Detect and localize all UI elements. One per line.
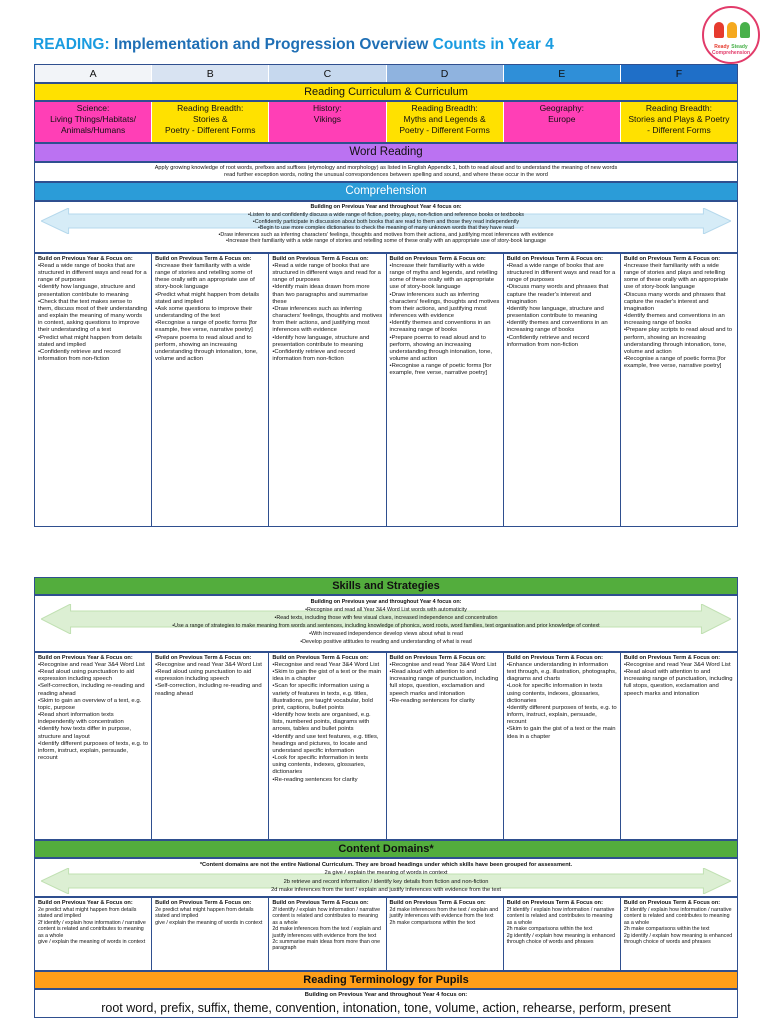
- skills-column: [621, 653, 737, 839]
- column-body: •Recognise and read Year 3&4 Word List •Skim to gain the gist of a text or the main idea in a chapter •Scan for specific information using a variety of features in texts, e.g. titles, illustrations, pre taught vocabular, bold print, captions, bullet points •Identify how texts are organised, e.g. lists, numbered points, diagrams with arrows, tables and bullet points •Identify and use text features, e.g. titles, headings and pictures, to locate and understand specific information •Look for specific information in texts using contents, indexes, glossaries, dictionaries •Re-reading sentences for clarity: [272, 662, 382, 783]
- comprehension-column: [152, 254, 269, 526]
- skills-point: •Read texts, including those with few visual clues, increased independence and concentration: [274, 614, 498, 621]
- column-body: •Recognise and read Year 3&4 Word List •Read aloud using punctuation to aid expression including speech •Self-correction, including re-reading and reading ahead •Skim to gain an overview of a text, e.g. topic, purpose •Read short information texts independently with concentration •Identify how texts differ in purpose, structure and layout •Identify different purposes of texts, e.g. to inform, instruct, explain, persuade, recount: [38, 662, 149, 762]
- content-domain-column: [621, 898, 737, 970]
- logo-word: Comprehension: [711, 50, 751, 56]
- column-heading: Build on Previous Term & Focus on:: [155, 256, 252, 262]
- column-heading: Build on Previous Term & Focus on:: [272, 256, 369, 262]
- column-body: 2e predict what might happen from details stated and implied 2f identify / explain how information / narrative content is related and contributes to meaning as a whole give / explain the meaning of words in context: [38, 907, 146, 946]
- topic-line: Myths and Legends &: [403, 114, 486, 124]
- topic-line: Poetry - Different Forms: [164, 125, 256, 135]
- skills-points: [55, 599, 717, 646]
- comprehension-column: [269, 254, 386, 526]
- word-reading-box: [34, 162, 738, 182]
- column-body: •Recognise and read Year 3&4 Word List •Read aloud with attention to and increasing range of punctuation, including full stops, question, exclamation and speech marks and intonation: [623, 662, 733, 697]
- topic-line: Animals/Humans: [60, 125, 126, 135]
- topics-row: [34, 101, 738, 143]
- topic-line: Poetry - Different Forms: [399, 125, 490, 135]
- topic-cell: [504, 102, 621, 142]
- column-heading: Build on Previous Term & Focus on:: [623, 256, 721, 262]
- comprehension-point: •Confidently participate in discussion about both books that are read to them and those they read independently: [252, 218, 520, 225]
- column-heading: Build on Previous Term & Focus on:: [155, 655, 252, 661]
- column-body: •Read a wide range of books that are structured in different ways and read for a range of purposes •Identify how language, structure and presentation contribute to meaning •Check that the text makes sense to them, discuss most of their understanding and explain the meaning of many words in context, asking questions to improve their understanding of a text •Predict what might happen from details stated and implied •Confidently retrieve and record information from non-fiction: [38, 263, 148, 363]
- topic-line: Science:: [76, 103, 110, 113]
- terminology-heading: Reading Terminology for Pupils: [34, 971, 738, 989]
- column-heading: Build on Previous Term & Focus on:: [155, 900, 252, 906]
- column-heading: Build on Previous Year & Focus on:: [38, 655, 133, 661]
- logo-word: Steady: [731, 44, 748, 50]
- column-body: 2f identify / explain how information / narrative content is related and contributes to meaning as a whole 2h make comparisons within the text 2g identify / explain how meaning is enhanced through choice of words and phrases: [623, 907, 733, 946]
- content-domain-column: [269, 898, 386, 970]
- skills-column: [504, 653, 621, 839]
- logo-text: [708, 44, 754, 56]
- topic-line: Stories and Plays & Poetry: [628, 114, 730, 124]
- column-heading: Build on Previous Term & Focus on:: [506, 655, 603, 661]
- column-heading: Build on Previous Term & Focus on:: [272, 655, 369, 661]
- skills-point: •Develop positive attitudes to reading and understanding of what is read: [300, 638, 472, 645]
- column-letter: A: [35, 65, 152, 82]
- column-body: •Recognise and read Year 3&4 Word List •Read aloud with attention to and increasing range of punctuation, including full stops, question, exclamation and speech marks and intonation •Re-reading sentences for clarity: [389, 662, 499, 704]
- title-year: Counts in Year 4: [428, 36, 554, 53]
- column-heading: Build on Previous Term & Focus on:: [389, 900, 486, 906]
- topic-line: Reading Breadth:: [177, 103, 244, 113]
- comprehension-column: [504, 254, 621, 526]
- column-heading: Build on Previous Term & Focus on:: [506, 256, 603, 262]
- content-domain-point: 2b retrieve and record information / identify key details from fiction and non-fiction: [283, 878, 489, 885]
- content-domain-point: 2d make inferences from the text / explain and justify inferences with evidence from the text: [271, 887, 501, 894]
- logo-figure-icon: [727, 22, 737, 38]
- column-heading: Build on Previous Term & Focus on:: [506, 900, 603, 906]
- column-heading: Build on Previous Term & Focus on:: [623, 900, 721, 906]
- topic-cell: [35, 102, 152, 142]
- column-letters: [34, 64, 738, 83]
- column-body: 2f identify / explain how information / narrative content is related and contributes to meaning as a whole 2d make inferences from the text / explain and justify inferences with evidence from the text 2c summarise main ideas from more than one paragraph: [272, 907, 381, 952]
- content-domains-columns: [34, 897, 738, 971]
- topic-line: Reading Breadth:: [411, 103, 478, 113]
- column-heading: Build on Previous Term & Focus on:: [272, 900, 369, 906]
- skills-column: [387, 653, 504, 839]
- column-heading: Build on Previous Term & Focus on:: [389, 655, 486, 661]
- page-title: [33, 36, 554, 54]
- comprehension-point: •Listen to and confidently discuss a wide range of fiction, poetry, plays, non-fiction and reference books or textbooks: [248, 212, 524, 218]
- column-body: 2f identify / explain how information / narrative content is related and contributes to meaning as a whole 2h make comparisons within the text 2g identify / explain how meaning is enhanced through choice of words and phrases: [506, 907, 616, 946]
- logo-figure-icon: [740, 22, 750, 38]
- column-body: •Increase their familiarity with a wide range of stories and retelling some of these orally with an appropriate use of story-book language •Predict what might happen from details stated and implied •Ask some questions to improve their understanding of the text •Recognise a range of poetic forms [for example, free verse, narrative poetry] •Prepare poems to read aloud and to perform, showing an increasing understanding through intonation, tone, volume and action: [155, 263, 260, 363]
- comprehension-intro: Building on Previous Year and throughout Year 4 focus on:: [310, 204, 462, 210]
- topic-line: History:: [313, 103, 342, 113]
- skills-columns: [34, 652, 738, 840]
- skills-column: [269, 653, 386, 839]
- comprehension-column: [35, 254, 152, 526]
- content-domain-column: [504, 898, 621, 970]
- column-heading: Build on Previous Year & Focus on:: [38, 900, 133, 906]
- word-reading-heading: Word Reading: [34, 143, 738, 162]
- comprehension-column: [387, 254, 504, 526]
- topic-line: Vikings: [313, 114, 342, 124]
- column-body: •Recognise and read Year 3&4 Word List •Read aloud using punctuation to aid expression including speech •Self-correction, including re-reading and reading ahead: [155, 662, 262, 697]
- logo-word: Ready: [714, 44, 730, 50]
- skills-point: •Use a range of strategies to make meaning from words and sentences, including knowledge of phonics, word roots, word families, text organisation and prior knowledge of context: [172, 622, 600, 629]
- topic-cell: [152, 102, 269, 142]
- logo-figure-icon: [714, 22, 724, 38]
- column-heading: Build on Previous Year & Focus on:: [38, 256, 133, 262]
- comprehension-column: [621, 254, 737, 526]
- content-domain-column: [387, 898, 504, 970]
- topic-cell: [387, 102, 504, 142]
- column-body: •Increase their familiarity with a wide range of stories and plays and retelling some of these orally with an appropriate use of story-book language •Discuss many words and phrases that capture the reader's interest and imagination •Identify themes and conventions in an increasing range of books •Prepare play scripts to read aloud and to perform, showing an increasing understanding through intonation, tone, volume and action •Recognise a range of poetic forms [for example, free verse, narrative poetry]: [623, 263, 733, 370]
- topic-line: Reading Breadth:: [645, 103, 713, 113]
- content-domains-heading: Content Domains*: [34, 840, 738, 858]
- topic-line: - Different Forms: [647, 125, 711, 135]
- skills-heading: Skills and Strategies: [34, 577, 738, 595]
- skills-point: •Recognise and read all Year 3&4 Word List words with automaticity: [305, 606, 467, 613]
- comprehension-heading: Comprehension: [34, 182, 738, 201]
- content-domain-point: 2a give / explain the meaning of words in context: [324, 870, 448, 877]
- column-letter: C: [269, 65, 386, 82]
- topic-line: Europe: [548, 114, 576, 124]
- topic-line: Living Things/Habitats/: [50, 114, 136, 124]
- column-letter: E: [504, 65, 621, 82]
- terminology-words: root word, prefix, suffix, theme, convention, intonation, tone, volume, action, rehearse, perform, present: [101, 1001, 671, 1015]
- column-letter: D: [387, 65, 504, 82]
- content-domain-column: [35, 898, 152, 970]
- column-heading: Build on Previous Term & Focus on:: [623, 655, 721, 661]
- skills-focus-box: [34, 595, 738, 652]
- column-body: •Increase their familiarity with a wide range of myths and legends, and retelling some of these orally with an appropriate use of story-book language •Draw inferences such as inferring characters' feelings, thoughts and motives from their actions, and justifying most inferences with evidence •Identify themes and conventions in an increasing range of books •Prepare poems to read aloud and to perform, showing an increasing understanding through intonation, tone, volume and action •Recognise a range of poetic forms [for example, free verse, narrative poetry]: [389, 263, 500, 377]
- column-letter: F: [621, 65, 737, 82]
- column-body: •Read a wide range of books that are structured in different ways and read for a range of purposes •Discuss many words and phrases that capture the reader's interest and imagination •Identify how language, structure and presentation contribute to meaning •Identify themes and conventions in an increasing range of books •Confidently retrieve and record information from non-fiction: [506, 263, 616, 348]
- content-domains-box: [34, 858, 738, 897]
- terminology-intro: Building on Previous Year and throughout Year 4 focus on:: [304, 992, 468, 998]
- comprehension-points: [75, 212, 697, 245]
- column-body: 2e predict what might happen from details stated and implied give / explain the meaning of words in context: [155, 907, 263, 926]
- comprehension-point: •Begin to use more complex dictionaries to check the meaning of many unknown words that they have read: [258, 225, 514, 231]
- comprehension-point: •Increase their familiarity with a wide range of stories and retelling some of these orally with an appropriate use of story-book language: [225, 238, 547, 244]
- title-main: Implementation and Progression Overview: [109, 36, 429, 53]
- column-body: •Enhance understanding in information text through, e.g. illustration, photographs, diagrams and charts •Look for specific information in texts using contents, indexes, glossaries, dictionaries •Identify different purposes of texts, e.g. to inform, instruct, explain, persuade, recount •Skim to gain the gist of a text or the main idea in a chapter: [506, 662, 617, 740]
- column-body: •Read a wide range of books that are structured in different ways and read for a range of purposes •Identify main ideas drawn from more than two paragraphs and summarise these •Draw inferences such as inferring characters' feelings, thoughts and motives from their actions, and justifying most inferences with evidence •Identify how language, structure and presentation contribute to meaning •Confidently retrieve and record information from non-fiction: [272, 263, 383, 363]
- skills-point: •With increased independence develop views about what is read: [309, 630, 463, 637]
- comprehension-columns: [34, 253, 738, 527]
- word-reading-line: Apply growing knowledge of root words, prefixes and suffixes (etymology and morphology) as listed in English Appendix 1, both to read aloud and to understand the meaning of new words: [154, 165, 618, 171]
- column-heading: Build on Previous Term & Focus on:: [389, 256, 486, 262]
- topic-line: Stories &: [193, 114, 228, 124]
- reading-curriculum-heading: Reading Curriculum & Curriculum: [34, 83, 738, 101]
- skills-intro: Building on Previous year and throughout Year 4 focus on:: [310, 599, 462, 605]
- comprehension-point: •Draw inferences such as inferring characters' feelings, thoughts and motives from their actions, and justifying most inferences with evidence: [218, 231, 554, 238]
- topic-line: Geography:: [539, 103, 584, 113]
- column-letter: B: [152, 65, 269, 82]
- word-reading-line: read further exception words, noting the unusual correspondences between spelling and sound, and where these occur in the word: [224, 172, 548, 179]
- content-domain-column: [152, 898, 269, 970]
- content-domains-points: [55, 861, 717, 895]
- comprehension-focus-box: [34, 201, 738, 253]
- content-domains-note: *Content domains are not the entire National Curriculum. They are broad headings under which skills have been grouped for assessment.: [199, 862, 573, 868]
- skills-column: [152, 653, 269, 839]
- title-prefix: READING:: [33, 36, 110, 53]
- topic-cell: [621, 102, 737, 142]
- logo: [702, 6, 760, 64]
- terminology-box: [34, 989, 738, 1018]
- topic-cell: [269, 102, 386, 142]
- skills-column: [35, 653, 152, 839]
- column-body: 2d make inferences from the text / explain and justify inferences with evidence from the text 2h make comparisons within the text: [389, 907, 499, 926]
